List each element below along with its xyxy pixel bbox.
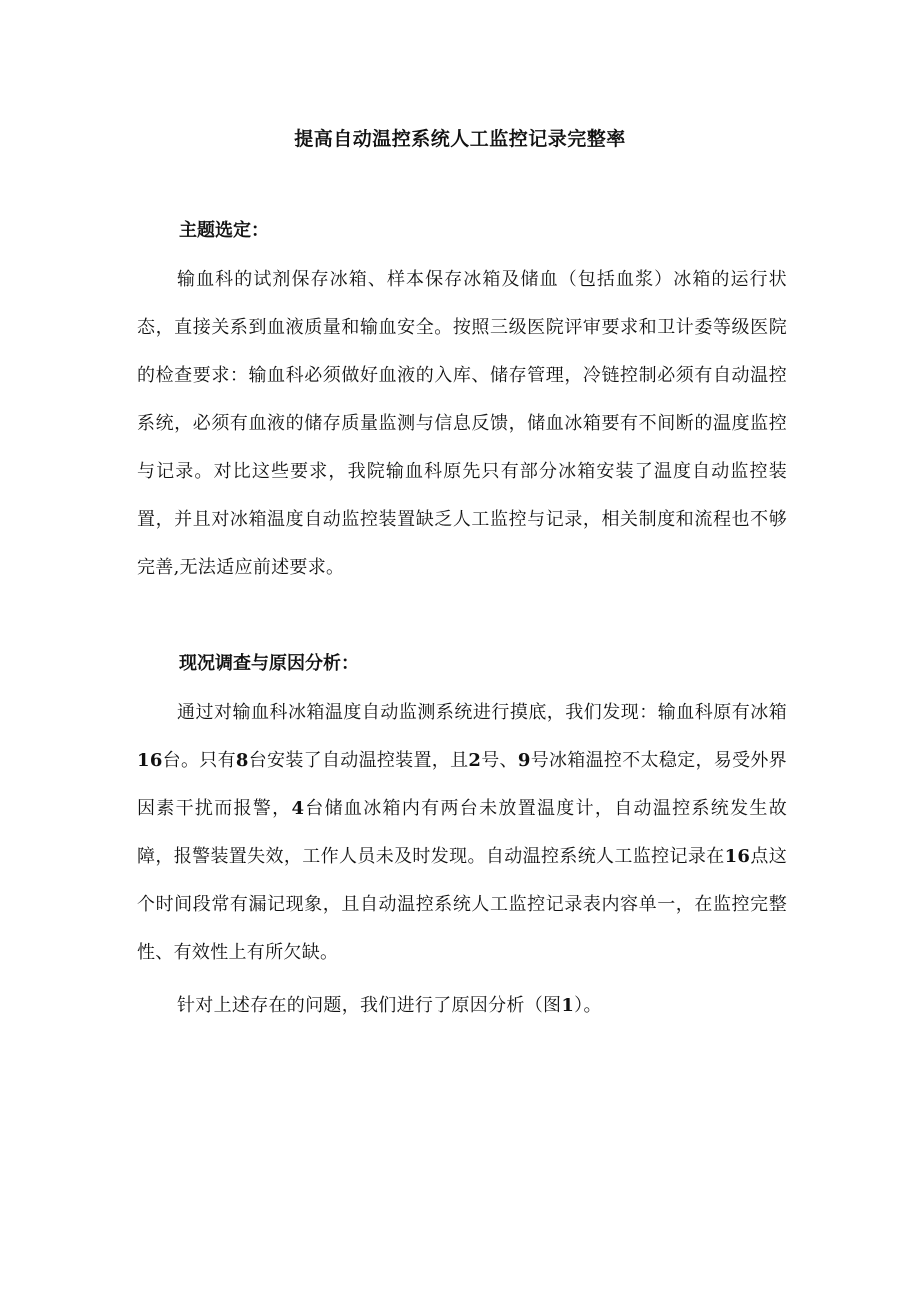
paragraph-text: 台储血冰箱内有两台未放置温度计，自动温控系统发生故障，报警装置失效，工作人员未及时发现。自动温控系统人工监控记录在	[137, 798, 787, 867]
paragraph-text: 台安装了自动温控装置，且	[248, 750, 469, 771]
paragraph-text: 号、	[481, 750, 518, 771]
paragraph-topic-selection: 输血科的试剂保存冰箱、样本保存冰箱及储血（包括血浆）冰箱的运行状态，直接关系到血液质量和输血安全。按照三级医院评审要求和卫计委等级医院的检查要求：输血科必须做好血液的入库、储存管理，冷链控制必须有自动温控系统，必须有血液的储存质量监测与信息反馈，储血冰箱要有不间断的温度监控与记录。对比这些要求，我院输血科原先只有部分冰箱安装了温度自动监控装置，并且对冰箱温度自动监控装置缺乏人工监控与记录，相关制度和流程也不够完善,无法适应前述要求。	[137, 269, 787, 578]
paragraph-cause-analysis	[137, 982, 787, 1030]
paragraph-text: ）。	[574, 995, 602, 1016]
paragraph-text: 通过对输血科冰箱温度自动监测系统进行摸底，我们发现：输血科原有冰箱	[177, 702, 787, 723]
paragraph-text: 号冰箱温控不太稳定，易受外界因素干扰而报警，	[137, 750, 787, 819]
number-fridge-total: 16	[137, 750, 163, 771]
number-blood-fridges: 4	[291, 798, 305, 819]
paragraph-text: 点这个时间段常有漏记现象，且自动温控系统人工监控记录表内容单一，在监控完整性、有效性上有所欠缺。	[137, 846, 787, 963]
number-fridge-id-a: 2	[468, 750, 482, 771]
number-fridge-with-control: 8	[235, 750, 249, 771]
number-fridge-id-b: 9	[517, 750, 531, 771]
paragraph-text: 针对上述存在的问题，我们进行了原因分析（图	[177, 995, 562, 1016]
paragraph-text: 台。只有	[162, 750, 236, 771]
figure-number: 1	[561, 995, 575, 1016]
number-time-hour: 16	[724, 846, 751, 867]
document-title: 提高自动温控系统人工监控记录完整率	[294, 128, 626, 150]
section-heading-situation-analysis: 现况调查与原因分析：	[179, 653, 359, 674]
paragraph-situation-survey	[137, 689, 787, 977]
section-heading-topic-selection: 主题选定：	[179, 220, 269, 241]
